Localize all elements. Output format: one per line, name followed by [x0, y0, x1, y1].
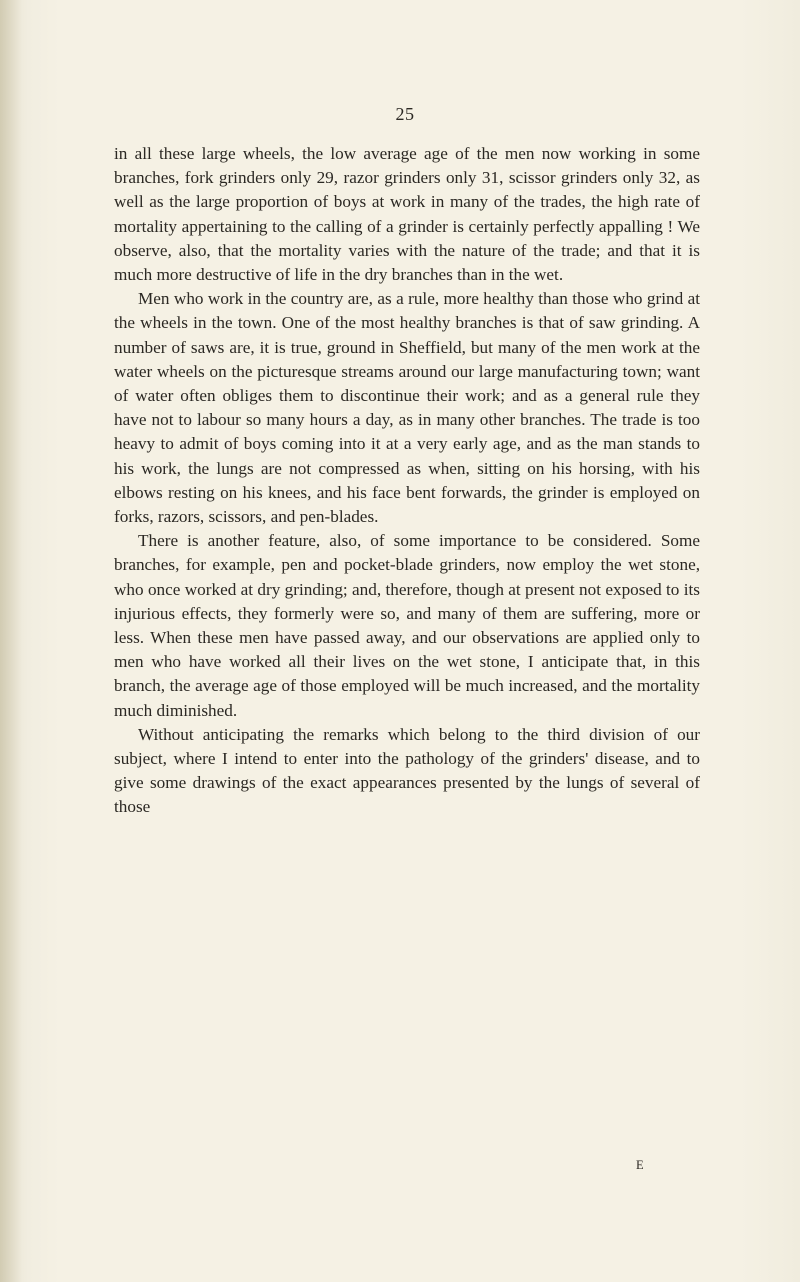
paragraph-4: Without anticipating the remarks which belong to the third division of our subject, where I intend to enter into the pathology of the grinders' disease, and to give some drawings of the exact appearances presented by the lungs of several of those — [114, 724, 700, 817]
body-text — [114, 142, 700, 820]
page-number: 25 — [395, 104, 415, 124]
paragraph-3: There is another feature, also, of some importance to be considered. Some branches, for example, pen and pocket-blade grinders, now employ the wet stone, who once worked at dry grinding; and, therefore, though at present not exposed to its injurious effects, they formerly were so, and many of them are suffering, more or less. When these men have passed away, and our observations are applied only to men who have worked all their lives on the wet stone, I anticipate that, in this branch, the average age of those employed will be much increased, and the mortality much diminished. — [114, 531, 700, 720]
paragraph-1: in all these large wheels, the low average age of the men now working in some branches, fork grinders only 29, razor grinders only 31, scissor grinders only 32, as well as the large proportion of boys at work in many of the trades, the high rate of mortality appertaining to the calling of a grinder is certainly perfectly appalling ! We observe, also, that the mortality varies with the nature of the trade; and that it is much more destructive of life in the dry branches than in the wet. — [114, 144, 700, 285]
signature-mark: E — [636, 1158, 645, 1172]
spine-shadow — [0, 0, 22, 1282]
paragraph-2: Men who work in the country are, as a rule, more healthy than those who grind at the wheels in the town. One of the most healthy branches is that of saw grinding. A number of saws are, it is true, ground in Sheffield, but many of the men work at the water wheels on the picturesque streams around our large manufacturing town; want of water often obliges them to discontinue their work; and as a general rule they have not to labour so many hours a day, as in many other branches. The trade is too heavy to admit of boys coming into it at a very early age, and as the man stands to his work, the lungs are not compressed as when, sitting on his horsing, with his elbows resting on his knees, and his face bent forwards, the grinder is employed on forks, razors, scissors, and pen-blades. — [114, 289, 700, 527]
